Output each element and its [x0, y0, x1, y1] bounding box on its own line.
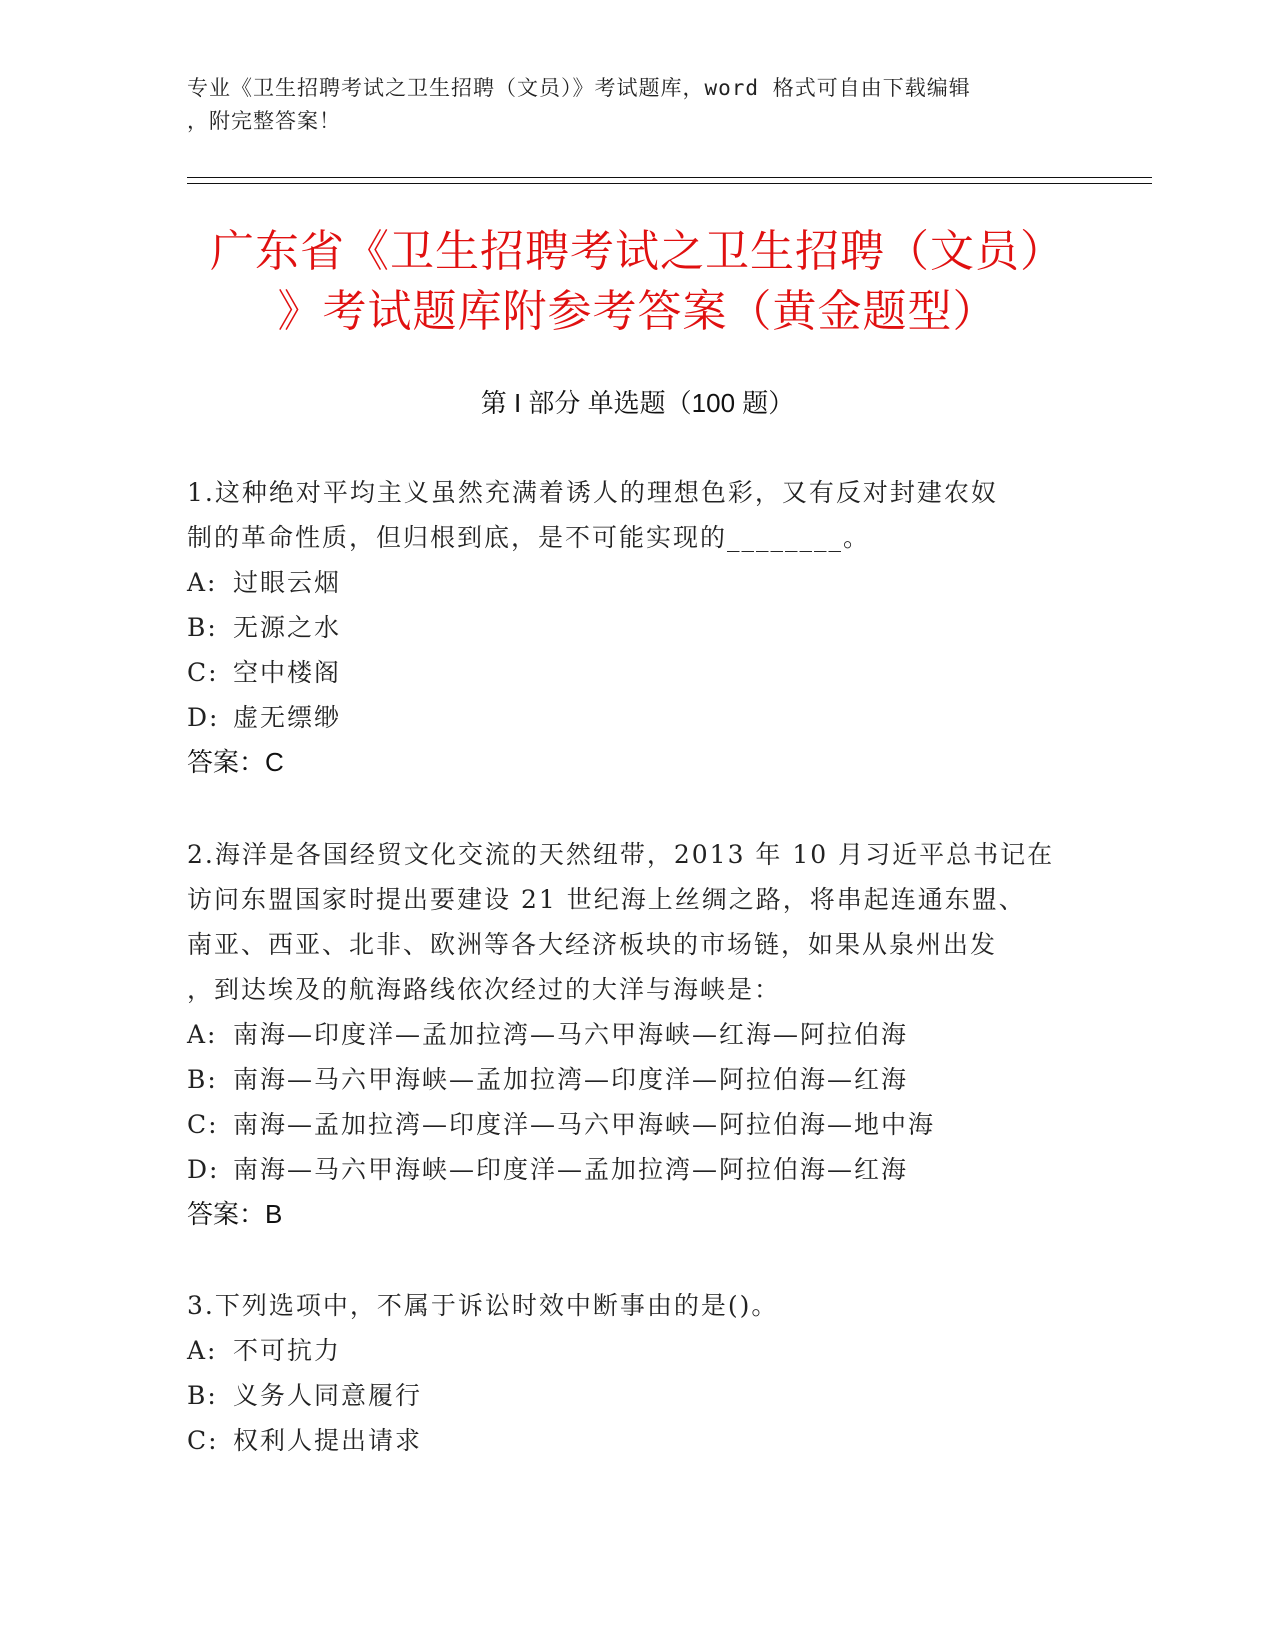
- answer-line: 答案：B: [187, 1199, 283, 1229]
- header-divider-top: [187, 177, 1152, 178]
- option-b: [187, 1057, 1087, 1102]
- question-text-line: 3.下列选项中，不属于诉讼时效中断事由的是()。: [187, 1291, 779, 1320]
- option-text: 南海—印度洋—孟加拉湾—马六甲海峡—红海—阿拉伯海: [233, 1020, 909, 1049]
- header-note-line-1: 专业《卫生招聘考试之卫生招聘（文员）》考试题库，word 格式可自由下载编辑: [187, 76, 971, 100]
- document-title-line-1: 广东省《卫生招聘考试之卫生招聘（文员）: [210, 226, 1065, 277]
- document-title: [140, 222, 1135, 342]
- option-text: 无源之水: [233, 613, 342, 642]
- option-b: [187, 605, 1087, 650]
- question-text-line: 1.这种绝对平均主义虽然充满着诱人的理想色彩，又有反对封建农奴: [187, 478, 998, 507]
- option-c: [187, 650, 1087, 695]
- option-text: 南海—孟加拉湾—印度洋—马六甲海峡—阿拉伯海—地中海: [233, 1110, 936, 1139]
- question-text-line: 制的革命性质，但归根到底，是不可能实现的________。: [187, 523, 871, 552]
- option-key: A:: [187, 1020, 218, 1049]
- header-note-line-2: ，附完整答案！: [187, 109, 341, 133]
- option-text: 虚无缥缈: [233, 703, 342, 732]
- option-key: C:: [187, 1110, 219, 1139]
- option-d: [187, 695, 1087, 740]
- question-text-line: 访问东盟国家时提出要建设 21 世纪海上丝绸之路，将串起连通东盟、: [187, 885, 1026, 914]
- option-text: 权利人提出请求: [233, 1426, 423, 1455]
- option-a: [187, 1328, 1087, 1373]
- option-key: D:: [187, 703, 220, 732]
- question-1: [187, 470, 1087, 785]
- option-text: 不可抗力: [233, 1336, 342, 1365]
- option-b: [187, 1373, 1087, 1418]
- option-text: 南海—马六甲海峡—印度洋—孟加拉湾—阿拉伯海—红海: [233, 1155, 909, 1184]
- question-text: [187, 470, 1087, 560]
- option-d: [187, 1147, 1087, 1192]
- question-2: [187, 832, 1087, 1237]
- option-a: [187, 560, 1087, 605]
- option-key: C:: [187, 658, 219, 687]
- header-note: [187, 72, 1087, 138]
- answer-line: 答案：C: [187, 747, 284, 777]
- option-key: A:: [187, 568, 218, 597]
- document-title-line-2: 》考试题库附参考答案（黄金题型）: [277, 286, 998, 337]
- option-text: 义务人同意履行: [233, 1381, 423, 1410]
- question-text: [187, 1283, 1087, 1328]
- option-c: [187, 1418, 1087, 1463]
- option-key: C:: [187, 1426, 219, 1455]
- question-text: [187, 832, 1087, 1012]
- header-divider-bottom: [187, 183, 1152, 184]
- question-3: [187, 1283, 1087, 1463]
- question-text-line: 南亚、西亚、北非、欧洲等各大经济板块的市场链，如果从泉州出发: [187, 930, 998, 959]
- option-text: 南海—马六甲海峡—孟加拉湾—印度洋—阿拉伯海—红海: [233, 1065, 909, 1094]
- option-c: [187, 1102, 1087, 1147]
- option-key: B:: [187, 613, 218, 642]
- option-text: 空中楼阁: [233, 658, 342, 687]
- option-key: B:: [187, 1065, 218, 1094]
- question-text-line: 2.海洋是各国经贸文化交流的天然纽带，2013 年 10 月习近平总书记在: [187, 840, 1055, 869]
- option-key: D:: [187, 1155, 220, 1184]
- question-text-line: ，到达埃及的航海路线依次经过的大洋与海峡是：: [187, 975, 782, 1004]
- option-key: A:: [187, 1336, 218, 1365]
- section-heading: 第 I 部分 单选题（100 题）: [480, 388, 795, 418]
- option-key: B:: [187, 1381, 218, 1410]
- option-text: 过眼云烟: [233, 568, 342, 597]
- option-a: [187, 1012, 1087, 1057]
